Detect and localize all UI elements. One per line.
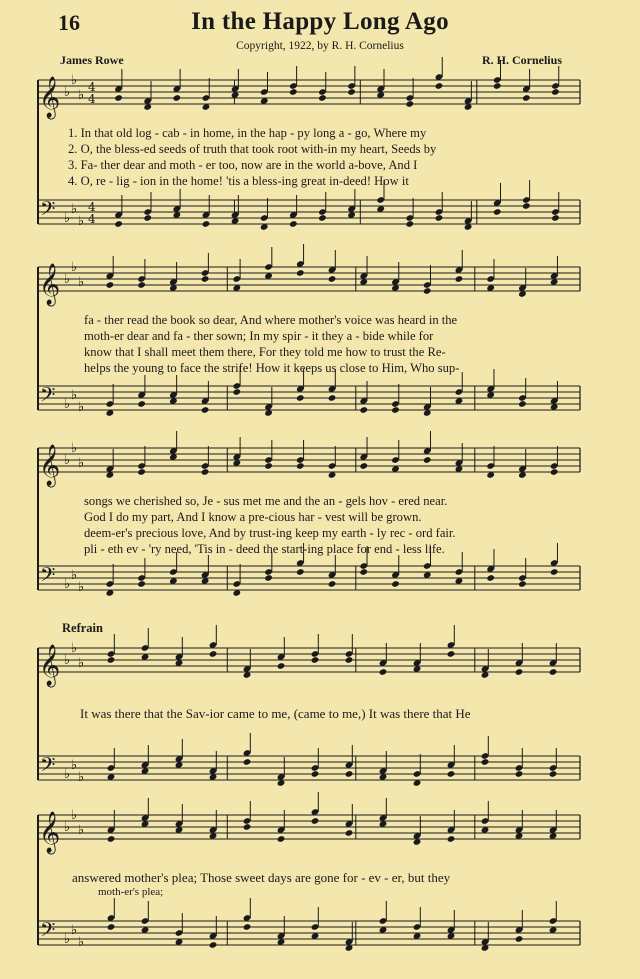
note-head [114, 94, 123, 102]
treble-clef-icon: 𝄞 [39, 445, 61, 486]
note-head [318, 94, 327, 102]
note-head [493, 82, 502, 90]
flat-sign-icon: ♭ [64, 272, 71, 287]
note-head [423, 287, 432, 295]
note-head [296, 462, 305, 470]
note-head [522, 94, 531, 102]
flat-sign-icon: ♭ [64, 820, 71, 835]
flat-sign-icon: ♭ [64, 767, 71, 782]
note-head [137, 580, 146, 588]
note-head [107, 923, 116, 931]
note-head [107, 656, 116, 664]
flat-sign-icon: ♭ [71, 641, 78, 656]
note-head [345, 829, 354, 837]
note-head [173, 94, 182, 102]
flat-sign-icon: ♭ [64, 453, 71, 468]
bass-clef-icon: 𝄢 [40, 383, 56, 411]
treble-clef-icon: 𝄞 [39, 812, 61, 853]
note-head [264, 462, 273, 470]
time-signature-denominator: 4 [88, 212, 96, 226]
lyric-line: deem-er's precious love, And by trust-ing keep my earth - ly rec - ord fair. [84, 526, 456, 540]
note-head [359, 568, 368, 576]
bass-clef-icon: 𝄢 [40, 918, 56, 946]
note-head [328, 394, 337, 402]
flat-sign-icon: ♭ [78, 456, 85, 471]
note-head [328, 580, 337, 588]
note-head [391, 406, 400, 414]
flat-sign-icon: ♭ [64, 577, 71, 592]
flat-sign-icon: ♭ [71, 260, 78, 275]
lyricist-credit: James Rowe [60, 53, 124, 67]
flat-sign-icon: ♭ [78, 400, 85, 415]
note-head [202, 220, 211, 228]
note-head [345, 770, 354, 778]
flat-sign-icon: ♭ [64, 397, 71, 412]
lyric-line: 1. In that old log - cab - in home, in the hap - py long a - go, Where my [68, 126, 427, 140]
note-head [232, 388, 241, 396]
note-head [549, 770, 558, 778]
treble-clef-icon: 𝄞 [39, 77, 61, 118]
note-head [435, 214, 444, 222]
lyric-line: moth-er dear and fa - ther sown; In my spir - it they a - bide while for [84, 329, 434, 343]
hymn-title: In the Happy Long Ago [191, 8, 449, 35]
flat-sign-icon: ♭ [71, 923, 78, 938]
note-head [345, 656, 354, 664]
refrain-lyric-line: answered mother's plea; Those sweet days are gone for - ev - er, but they [72, 870, 451, 885]
note-head [137, 281, 146, 289]
note-head [347, 88, 356, 96]
note-head [550, 568, 559, 576]
note-head [277, 662, 286, 670]
flat-sign-icon: ♭ [71, 758, 78, 773]
lyric-line: 4. O, re - lig - ion in the home! 'tis a bless-ing great in-deed! How it [68, 174, 409, 188]
note-head [447, 835, 456, 843]
flat-sign-icon: ♭ [64, 932, 71, 947]
note-head [318, 214, 327, 222]
note-head [406, 100, 415, 108]
flat-sign-icon: ♭ [71, 202, 78, 217]
hymn-number: 16 [58, 10, 80, 35]
note-head [296, 568, 305, 576]
lyric-line: songs we cherished so, Je - sus met me and the an - gels hov - ered near. [84, 494, 448, 508]
note-head [549, 668, 558, 676]
note-head [550, 468, 559, 476]
note-head [515, 935, 524, 943]
note-head [277, 835, 286, 843]
note-head [243, 923, 252, 931]
note-head [518, 400, 527, 408]
note-head [359, 462, 368, 470]
copyright-notice: Copyright, 1922, by R. H. Cornelius [236, 40, 404, 52]
note-head [515, 770, 524, 778]
note-head [107, 835, 116, 843]
time-signature-numerator: 4 [88, 80, 96, 94]
lyric-line: 3. Fa- ther dear and moth - er too, now are in the world a-bove, And I [68, 158, 418, 172]
note-head [328, 275, 337, 283]
flat-sign-icon: ♭ [71, 73, 78, 88]
note-head [209, 650, 218, 658]
note-head [311, 817, 320, 825]
note-head [486, 574, 495, 582]
time-signature-denominator: 4 [88, 92, 96, 106]
note-head [447, 650, 456, 658]
bass-clef-icon: 𝄢 [40, 753, 56, 781]
refrain-echo-lyric: moth-er's plea; [98, 886, 164, 898]
note-head [143, 214, 152, 222]
lyric-line: fa - ther read the book so dear, And where mother's voice was heard in the [84, 313, 458, 327]
note-head [391, 580, 400, 588]
flat-sign-icon: ♭ [78, 935, 85, 950]
flat-sign-icon: ♭ [78, 823, 85, 838]
note-head [423, 456, 432, 464]
note-head [481, 758, 490, 766]
note-head [201, 275, 210, 283]
note-head [551, 214, 560, 222]
flat-sign-icon: ♭ [71, 441, 78, 456]
lyric-line: pli - eth ev - 'ry need, 'Tis in - deed the start-ing place for end - less life. [84, 542, 445, 556]
flat-sign-icon: ♭ [64, 211, 71, 226]
lyric-line: helps the young to face the strife! How it keeps us close to Him, Who sup- [84, 361, 460, 375]
note-head [201, 406, 210, 414]
flat-sign-icon: ♭ [78, 580, 85, 595]
flat-sign-icon: ♭ [64, 85, 71, 100]
note-head [311, 656, 320, 664]
bass-clef-icon: 𝄢 [40, 197, 56, 225]
flat-sign-icon: ♭ [71, 388, 78, 403]
note-head [296, 394, 305, 402]
lyric-line: God I do my part, And I know a pre-cious har - vest will be grown. [84, 510, 422, 524]
composer-credit: R. H. Cornelius [481, 53, 562, 67]
note-head [137, 400, 146, 408]
note-head [264, 574, 273, 582]
note-head [515, 668, 524, 676]
bass-clef-icon: 𝄢 [40, 563, 56, 591]
flat-sign-icon: ♭ [78, 214, 85, 229]
flat-sign-icon: ♭ [78, 88, 85, 103]
refrain-label: Refrain [62, 621, 103, 635]
note-head [209, 941, 218, 949]
refrain-lyric-line: It was there that the Sav-ior came to me, (came to me,) It was there that He [80, 706, 471, 721]
note-head [447, 770, 456, 778]
note-head [137, 468, 146, 476]
treble-clef-icon: 𝄞 [39, 264, 61, 305]
time-signature-numerator: 4 [88, 200, 96, 214]
note-head [296, 269, 305, 277]
note-head [551, 88, 560, 96]
note-head [289, 88, 298, 96]
flat-sign-icon: ♭ [78, 275, 85, 290]
flat-sign-icon: ♭ [78, 770, 85, 785]
note-head [243, 758, 252, 766]
note-head [406, 220, 415, 228]
note-head [518, 580, 527, 588]
note-head [311, 770, 320, 778]
note-head [114, 220, 123, 228]
note-head [289, 220, 298, 228]
lyric-line: 2. O, the bless-ed seeds of truth that took root with-in my heart, Seeds by [68, 142, 437, 156]
note-head [435, 82, 444, 90]
note-head [455, 275, 464, 283]
note-head [522, 202, 531, 210]
flat-sign-icon: ♭ [71, 808, 78, 823]
note-head [379, 668, 388, 676]
note-head [106, 281, 115, 289]
flat-sign-icon: ♭ [71, 568, 78, 583]
note-head [243, 823, 252, 831]
lyric-line: know that I shall meet them there, For they told me how to trust the Re- [84, 345, 446, 359]
note-head [493, 208, 502, 216]
note-head [201, 468, 210, 476]
note-head [359, 406, 368, 414]
treble-clef-icon: 𝄞 [39, 645, 61, 686]
flat-sign-icon: ♭ [64, 653, 71, 668]
flat-sign-icon: ♭ [78, 656, 85, 671]
